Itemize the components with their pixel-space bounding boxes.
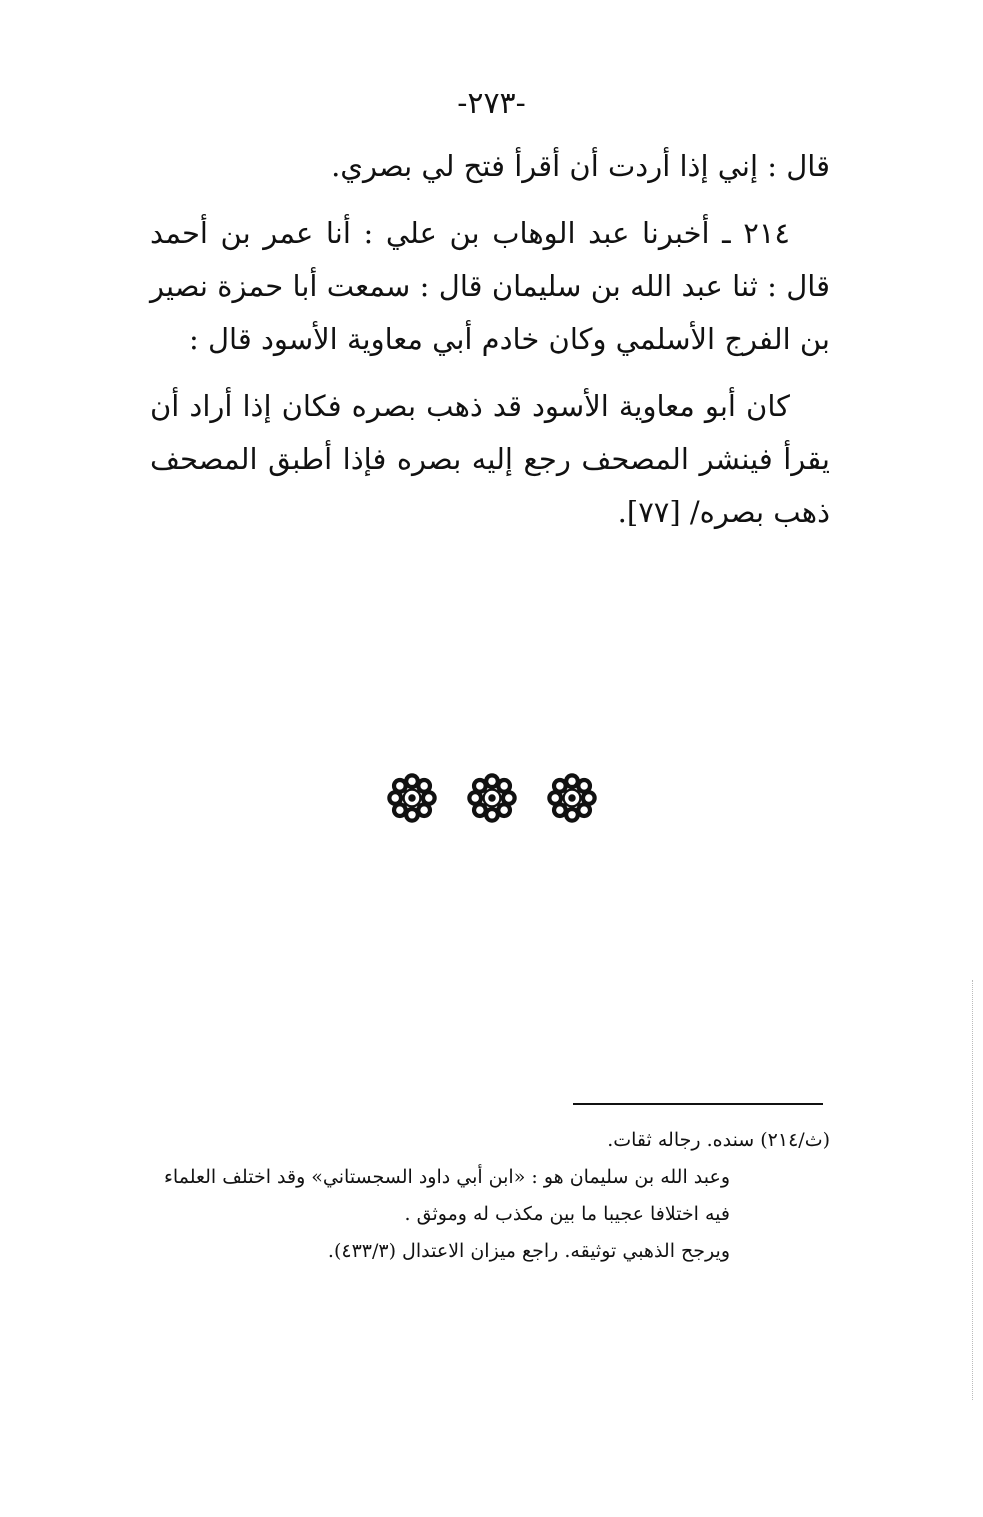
paragraph-2: ٢١٤ ـ أخبرنا عبد الوهاب بن علي : أنا عمر بن أحمد قال : ثنا عبد الله بن سليمان قال : سمعت أبا حمزة نصير بن الفرج الأسلمي وكان خادم أبي معاوية الأسود قال : [150,216,830,356]
footnote-line-3: ويرجح الذهبي توثيقه. راجع ميزان الاعتدال (٤٣٣/٣). [327,1240,730,1262]
main-text [150,140,830,553]
footnote-separator [573,1103,823,1105]
flower-ornament-icon [544,770,600,826]
page-number: -٢٧٣- [457,86,526,121]
footnotes [150,1122,830,1270]
paragraph-3: كان أبو معاوية الأسود قد ذهب بصره فكان إذا أراد أن يقرأ فينشر المصحف رجع إليه بصره فإذا أطبق المصحف ذهب بصره/ [٧٧]. [150,389,830,529]
footnote-line-1: (ث/٢١٤) سنده. رجاله ثقات. [607,1129,830,1151]
scan-edge-marks [972,980,974,1400]
footnote-line-2: وعبد الله بن سليمان هو : «ابن أبي داود السجستاني» وقد اختلف العلماء فيه اختلافا عجيبا ما بين مكذب له وموثق . [163,1166,730,1225]
flower-ornament-icon [384,770,440,826]
paragraph-1: قال : إني إذا أردت أن أقرأ فتح لي بصري. [331,149,830,183]
flower-ornament-icon [464,770,520,826]
section-divider-ornaments [0,770,983,826]
